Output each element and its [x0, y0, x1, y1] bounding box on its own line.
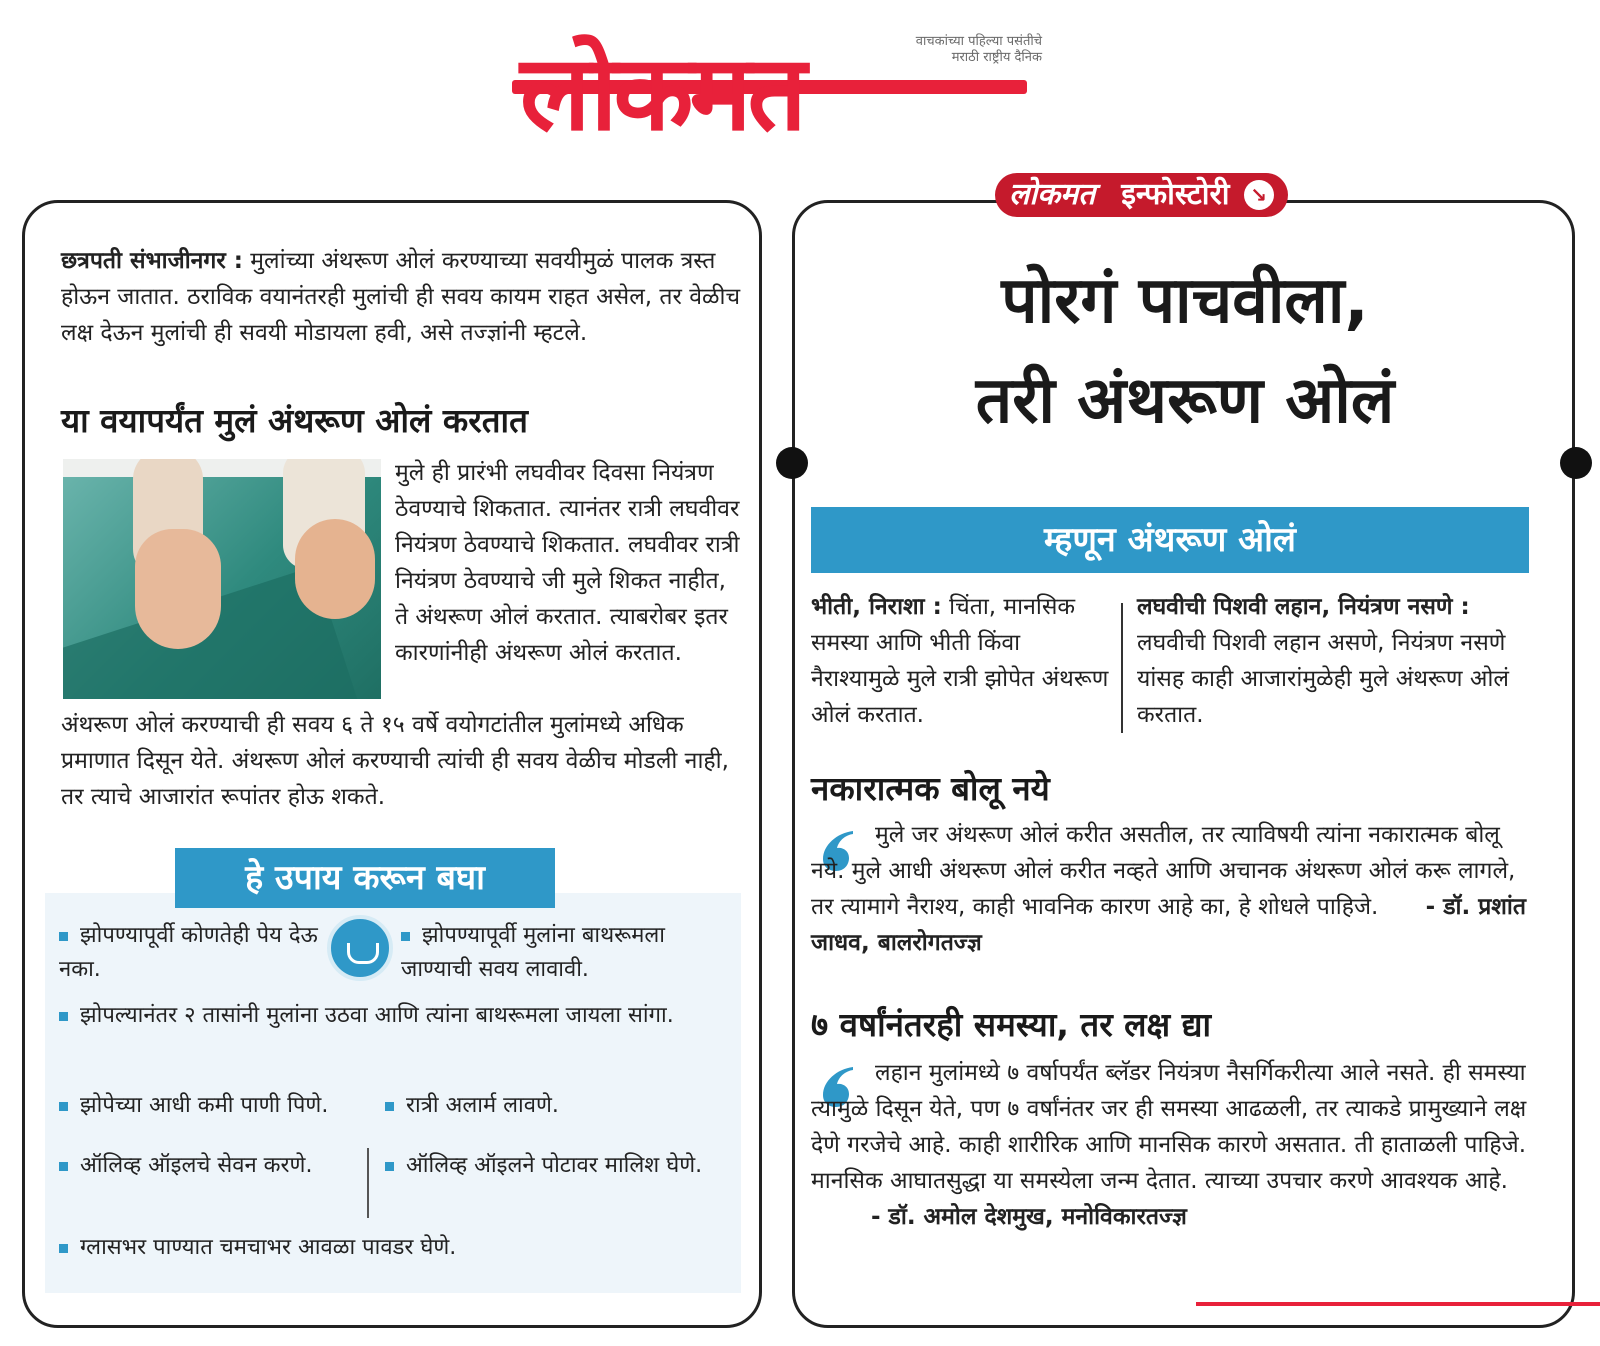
red-underline — [1196, 1302, 1600, 1306]
cause-bladder — [1137, 589, 1537, 733]
tip-item: ऑलिव्ह ऑइलचे सेवन करणे. — [59, 1149, 339, 1183]
tip-item: झोपेच्या आधी कमी पाणी पिणे. — [59, 1089, 389, 1123]
dateline: छत्रपती संभाजीनगर : — [61, 248, 243, 274]
causes-banner: म्हणून अंथरूण ओलं — [811, 507, 1529, 573]
byline-jadhav: - डॉ. प्रशांत जाधव, बालरोगतज्ज्ञ — [811, 894, 1526, 956]
cup-icon — [327, 915, 393, 981]
cause-fear-title: भीती, निराशा : — [811, 594, 942, 620]
tips-banner: हे उपाय करून बघा — [175, 848, 555, 908]
tip-item: झोपण्यापूर्वी कोणतेही पेय देऊ नका. — [59, 923, 318, 982]
headline-line-1: पोरगं पाचवीला, — [1001, 264, 1369, 338]
cause-fear-text: चिंता, मानसिक समस्या आणि भीती किंवा नैराश्यामुळे मुले रात्री झोपेत अंथरूण ओलं करतात. — [811, 594, 1109, 728]
tip-item: झोपण्यापूर्वी मुलांना बाथरूमला जाण्याची सवय लावावी. — [401, 923, 666, 982]
tips-box — [45, 893, 741, 1293]
bullet-dot-right — [1560, 447, 1592, 479]
tagline-line-2: मराठी राष्ट्रीय दैनिक — [951, 50, 1042, 65]
tip-item: ग्लासभर पाण्यात चमचाभर आवळा पावडर घेणे. — [59, 1231, 719, 1265]
cause-bladder-text: लघवीची पिशवी लहान असणे, नियंत्रण नसणे यांसह काही आजारांमुळेही मुले अंथरूण ओलं करतात. — [1137, 630, 1509, 728]
left-article-panel — [22, 200, 762, 1328]
cause-fear — [811, 589, 1111, 733]
tab-brand: लोकमत — [1009, 177, 1096, 212]
lead-text: मुलांच्या अंथरूण ओलं करण्याच्या सवयीमुळं पालक त्रस्त होऊन जातात. ठराविक वयानंतरही मुलांची ही सवय कायम राहत असेल, तर वेळीच लक्ष देऊन मुलांची ही सवयी मोडायला हवी, असे तज्ज्ञांनी म्हटले. — [61, 248, 741, 346]
child-feet-photo — [63, 459, 381, 699]
bullet-dot-left — [776, 447, 808, 479]
tip-item: झोपल्यानंतर २ तासांनी मुलांना उठवा आणि त्यांना बाथरूमला जायला सांगा. — [59, 999, 709, 1033]
body-full-width: अंथरूण ओलं करण्याची ही सवय ६ ते १५ वर्षे वयोगटांतील मुलांमध्ये अधिक प्रमाणात दिसून येते. अंथरूण ओलं करण्याची त्यांची ही सवय वेळीच मोडली नाही, तर त्याचे आजारांत रूपांतर होऊ शकते. — [61, 712, 729, 810]
lead-paragraph — [61, 243, 741, 351]
cause-bladder-title: लघवीची पिशवी लहान, नियंत्रण नसणे : — [1137, 594, 1470, 620]
tagline — [782, 34, 1042, 66]
section-seven-years-heading: ७ वर्षांनंतरही समस्या, तर लक्ष द्या — [811, 1005, 1212, 1044]
newspaper-logo: लोकमत — [520, 32, 803, 154]
body-beside-photo: मुले ही प्रारंभी लघवीवर दिवसा नियंत्रण ठेवण्याचे शिकतात. त्यानंतर रात्री लघवीवर नियंत्रण ठेवण्याचे शिकतात. लघवीवर रात्री नियंत्रण ठेवण्याचे जी मुले शिकत नाहीत, ते अंथरूण ओलं करतात. त्याबरोबर इतर कारणांनीही अंथरूण ओलं करतात. — [395, 460, 740, 666]
infostory-tab — [995, 173, 1288, 217]
right-infostory-panel — [792, 177, 1575, 1328]
section-seven-years-text: लहान मुलांमध्ये ७ वर्षापर्यंत ब्लॅडर नियंत्रण नैसर्गिकरीत्या आले नसते. ही समस्या त्यामुळे दिसून येते, पण ७ वर्षांनंतर जर ही समस्या आढळली, तर त्याकडे प्रामुख्याने लक्ष देणे गरजेचे आहे. काही शारीरिक आणि मानसिक कारणे असतात. ती हाताळली पाहिजे. मानसिक आघातसुद्धा या समस्येला जन्म देतात. त्याच्या उपचार करणे आवश्यक आहे. - डॉ. अमोल देशमुख, मनोविकारतज्ज्ञ — [811, 1060, 1527, 1230]
tip-item: रात्री अलार्म लावणे. — [385, 1089, 685, 1123]
tips-divider — [367, 1148, 369, 1218]
causes-divider — [1121, 603, 1123, 733]
tab-label: इन्फोस्टोरी — [1121, 177, 1230, 212]
byline-deshmukh: - डॉ. अमोल देशमुख, मनोविकारतज्ज्ञ — [871, 1204, 1187, 1230]
headline-line-2: तरी अंथरूण ओलं — [975, 364, 1395, 438]
age-heading: या वयापर्यंत मुलं अंथरूण ओलं करतात — [61, 401, 528, 440]
tip-item: ऑलिव्ह ऑइलने पोटावर मालिश घेणे. — [385, 1149, 715, 1183]
masthead — [512, 22, 1042, 168]
main-headline — [825, 251, 1545, 451]
tagline-line-1: वाचकांच्या पहिल्या पसंतीचे — [915, 34, 1042, 49]
arrow-icon: ↘ — [1244, 180, 1274, 210]
section-negative-heading: नकारात्मक बोलू नये — [811, 769, 1050, 808]
section-negative-text: मुले जर अंथरूण ओलं करीत असतील, तर त्याविषयी त्यांना नकारात्मक बोलू नये. मुले आधी अंथरूण ओलं करीत नव्हते आणि अचानक अंथरूण ओलं करू लागले, तर त्यामागे नैराश्य, काही भावनिक कारण आहे का, हे शोधले पाहिजे. - डॉ. प्रशांत जाधव, बालरोगतज्ज्ञ — [811, 822, 1526, 956]
